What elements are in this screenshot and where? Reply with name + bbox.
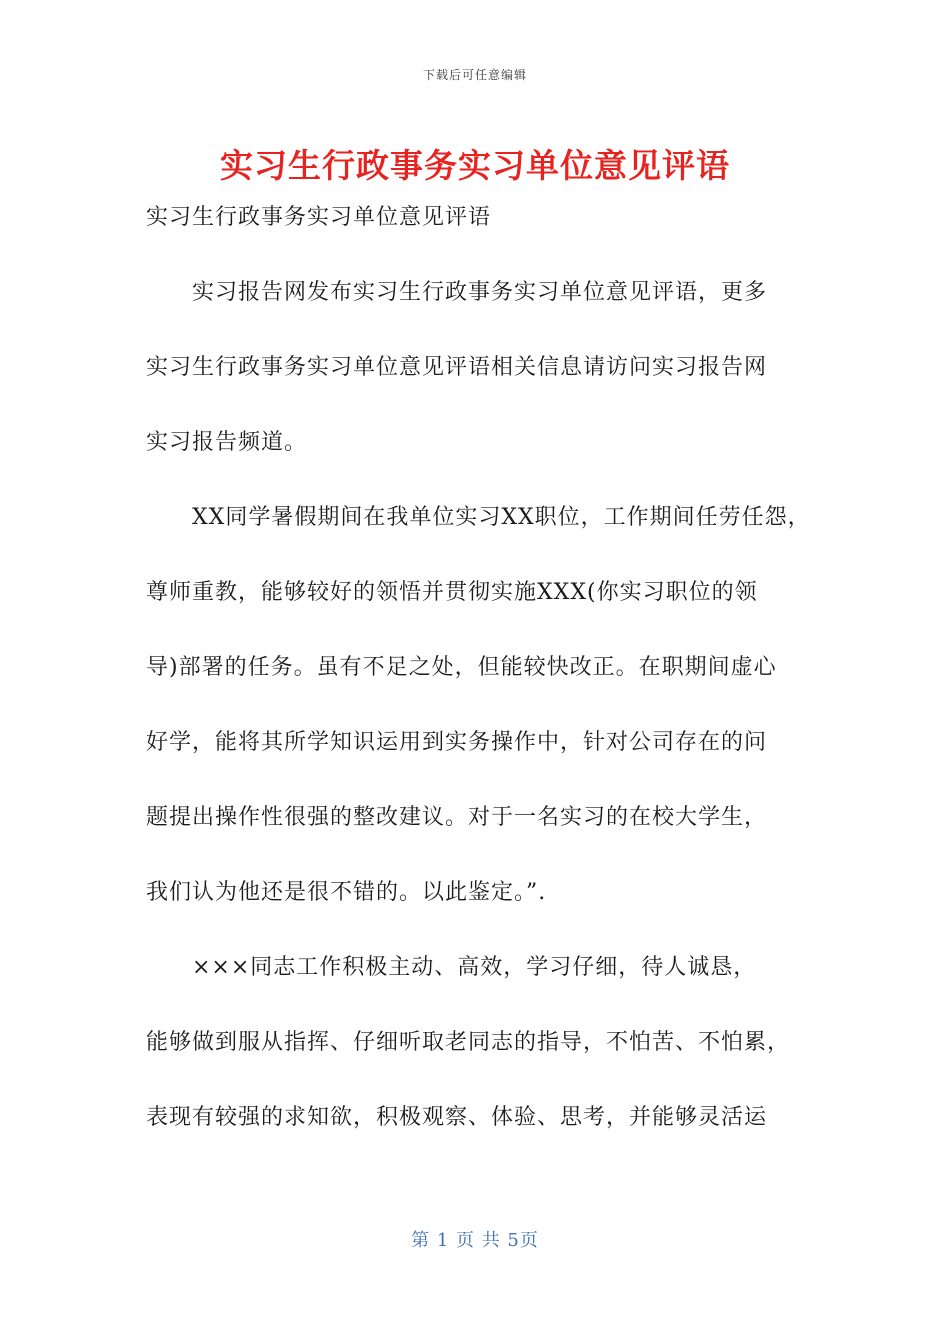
body-line: 尊师重教，能够较好的领悟并贯彻实施XXX(你实习职位的领 — [146, 580, 758, 605]
body-line: ×××同志工作积极主动、高效，学习仔细，待人诚恳， — [192, 955, 757, 980]
body-line: 好学，能将其所学知识运用到实务操作中，针对公司存在的问 — [146, 730, 768, 755]
body-line: 表现有较强的求知欲，积极观察、体验、思考，并能够灵活运 — [146, 1105, 768, 1130]
body-line: 实习生行政事务实习单位意见评语相关信息请访问实习报告网 — [146, 355, 768, 380]
document-title: 实习生行政事务实习单位意见评语 — [220, 146, 730, 185]
body-line: 能够做到服从指挥、仔细听取老同志的指导，不怕苦、不怕累， — [146, 1030, 791, 1055]
body-line: 实习报告频道。 — [146, 430, 308, 455]
body-line: XX同学暑假期间在我单位实习XX职位，工作期间任劳任怨， — [192, 505, 811, 530]
body-line: 我们认为他还是很不错的。以此鉴定。”. — [146, 880, 547, 905]
body-line: 导)部署的任务。虽有不足之处，但能较快改正。在职期间虚心 — [146, 655, 777, 680]
body-subtitle-line: 实习生行政事务实习单位意见评语 — [146, 205, 492, 230]
body-line: 题提出操作性很强的整改建议。对于一名实习的在校大学生， — [146, 805, 768, 830]
header-note: 下载后可任意编辑 — [422, 68, 527, 82]
page-number-footer: 第 1 页 共 5页 — [411, 1230, 539, 1251]
body-line: 实习报告网发布实习生行政事务实习单位意见评语，更多 — [192, 280, 768, 305]
document-body — [146, 199, 826, 1136]
